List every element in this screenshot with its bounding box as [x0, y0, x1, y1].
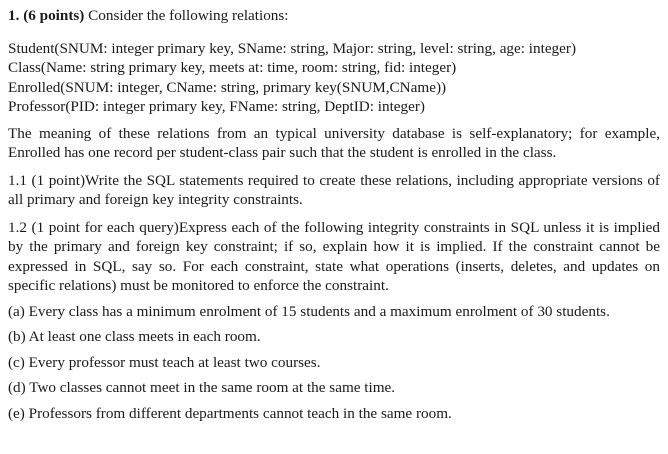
- relation-class: Class(Name: string primary key, meets at: time, room: string, fid: integer): [8, 59, 457, 76]
- constraint-item-c: (c) Every professor must teach at least two courses.: [8, 353, 321, 371]
- relation-student: Student(SNUM: integer primary key, SName: string, Major: string, level: string, age: integer): [8, 39, 577, 57]
- question-1-1: 1.1 (1 point)Write the SQL statements required to create these relations, including appropriate versions of all primary and foreign key integrity constraints.: [8, 171, 660, 208]
- meaning-paragraph: The meaning of these relations from an typical university database is self-explanatory; for example, Enrolled has one record per student-class pair such that the student is enrolled in the class.: [8, 124, 660, 161]
- relation-schemas: [8, 39, 660, 117]
- problem-heading: [8, 6, 660, 26]
- constraint-item-d: (d) Two classes cannot meet in the same room at the same time.: [8, 379, 396, 396]
- constraint-item-a: (a) Every class has a minimum enrolment of 15 students and a maximum enrolment of 30 students.: [8, 302, 610, 320]
- problem-intro: Consider the following relations:: [88, 7, 289, 24]
- problem-points: (6 points): [23, 7, 85, 24]
- constraint-item-e: (e) Professors from different departments cannot teach in the same room.: [8, 404, 452, 422]
- relation-enrolled: Enrolled(SNUM: integer, CName: string, primary key(SNUM,CName)): [8, 78, 447, 96]
- question-1-2: 1.2 (1 point for each query)Express each of the following integrity constraints in SQL unless it is implied by the primary and foreign key constraint; if so, explain how it is implied. If the constraint cannot be expressed in SQL, say so. For each constraint, state what operations (inserts, deletes, and updates on specific relations) must be monitored to enforce the constraint.: [8, 218, 660, 294]
- problem-number: 1.: [8, 7, 20, 24]
- relation-professor: Professor(PID: integer primary key, FName: string, DeptID: integer): [8, 98, 425, 115]
- constraint-item-b: (b) At least one class meets in each room.: [8, 328, 261, 345]
